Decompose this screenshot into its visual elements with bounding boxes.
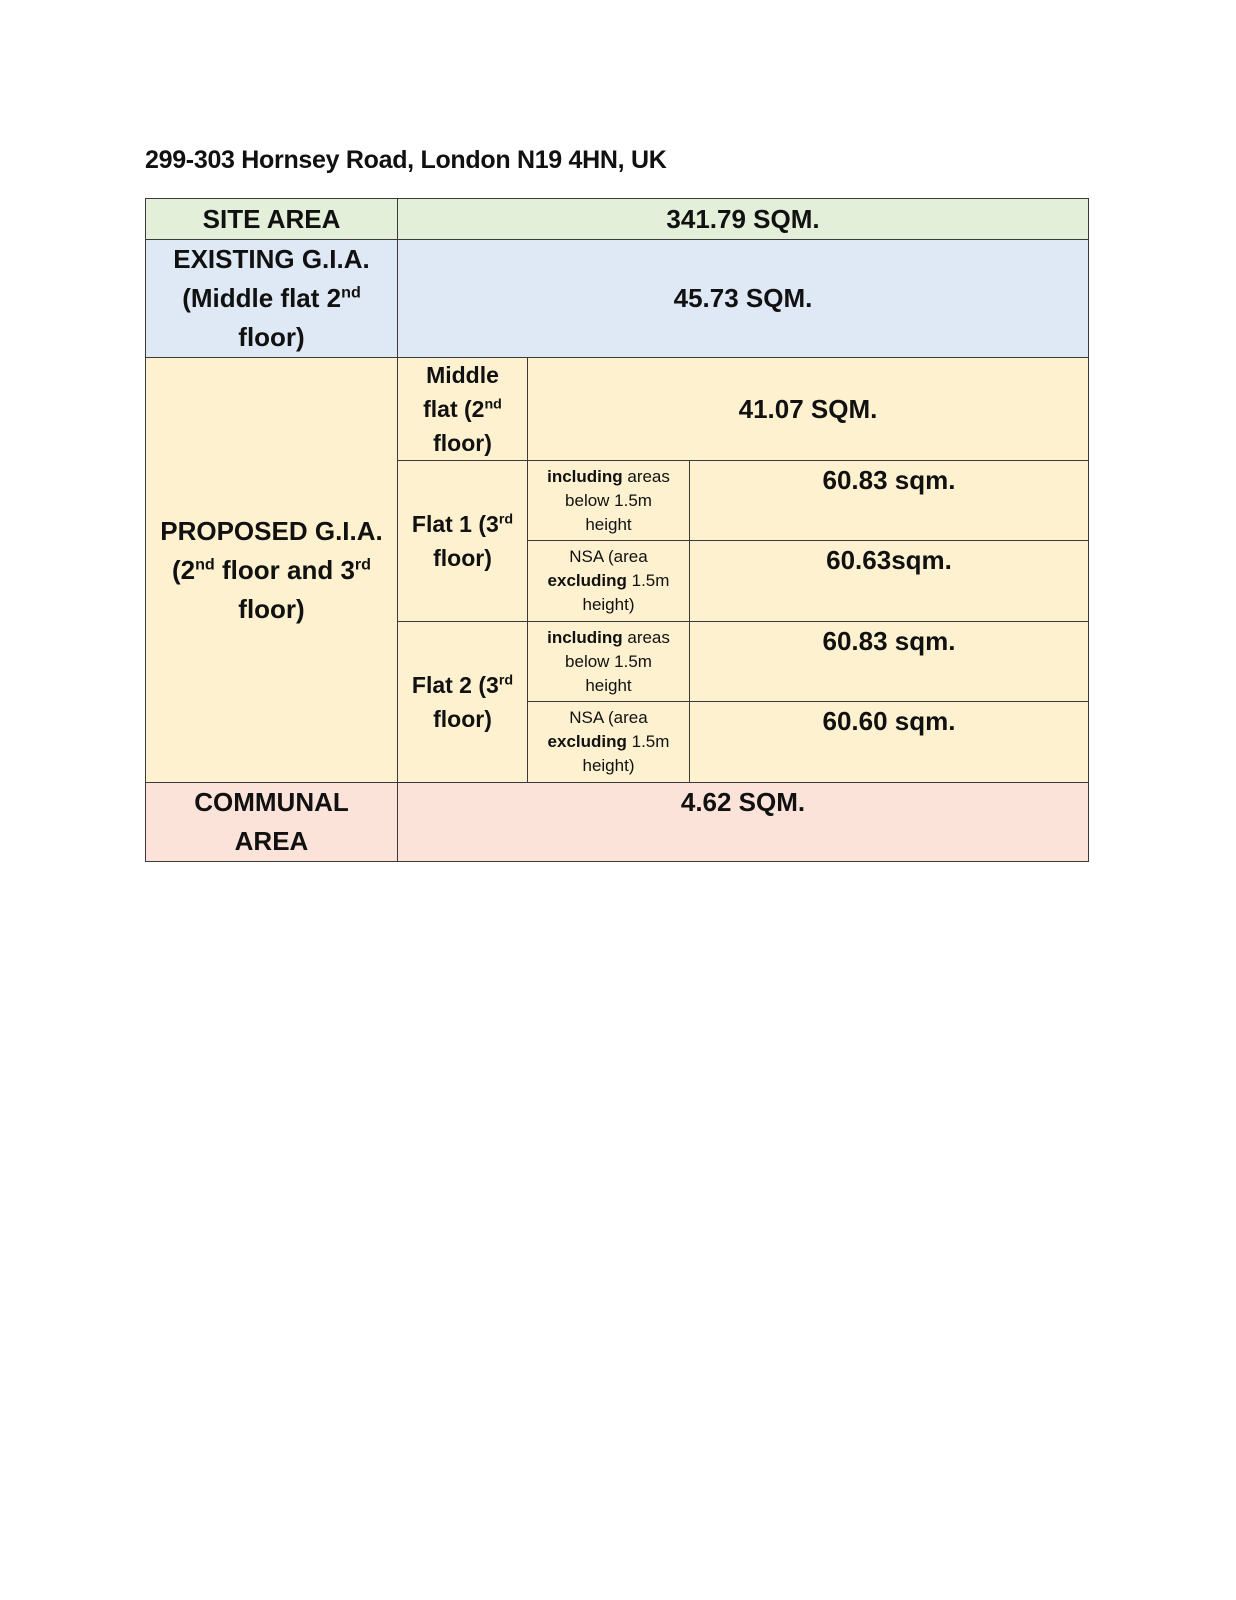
flat2-including-rest: areas xyxy=(622,627,670,647)
flat2-including-note xyxy=(528,622,690,702)
proposed-middle-flat-row xyxy=(146,358,1089,461)
flat1-including-bold: including xyxy=(547,466,623,486)
proposed-gia-label xyxy=(146,358,398,783)
existing-gia-label xyxy=(146,240,398,358)
site-area-row xyxy=(146,199,1089,240)
existing-gia-label-line2: (Middle flat 2 xyxy=(182,283,342,313)
flat1-including-value: 60.83 sqm. xyxy=(690,461,1089,541)
flat1-nsa-note xyxy=(528,541,690,622)
flat2-including-bold: including xyxy=(547,627,623,647)
flat1-label xyxy=(398,461,528,622)
middle-flat-label-line1: Middle xyxy=(426,362,499,388)
area-schedule-table xyxy=(145,198,1089,862)
middle-flat-label-sup: nd xyxy=(484,396,502,413)
flat1-including-rest: areas xyxy=(622,466,670,486)
proposed-gia-label-sup1: nd xyxy=(195,554,215,573)
existing-gia-row xyxy=(146,240,1089,358)
flat1-including-line2: below 1.5m xyxy=(565,490,652,510)
middle-flat-label-line2: flat (2 xyxy=(423,396,485,422)
flat2-label-line1: Flat 2 (3 xyxy=(411,672,499,698)
flat1-nsa-line1: NSA (area xyxy=(569,547,648,566)
communal-area-label xyxy=(146,783,398,862)
proposed-gia-label-line1: PROPOSED G.I.A. xyxy=(160,515,383,546)
flat2-including-value: 60.83 sqm. xyxy=(690,622,1089,702)
flat2-nsa-line1: NSA (area xyxy=(569,708,648,727)
flat2-including-line2: below 1.5m xyxy=(565,651,652,671)
flat1-including-line3: height xyxy=(585,514,632,534)
flat1-label-sup: rd xyxy=(498,511,514,528)
flat2-including-line3: height xyxy=(585,675,632,695)
middle-flat-value: 41.07 SQM. xyxy=(528,358,1089,461)
existing-gia-label-line1: EXISTING G.I.A. xyxy=(173,244,370,274)
flat1-nsa-line3: height) xyxy=(582,595,635,614)
proposed-gia-label-line3: floor) xyxy=(238,593,305,624)
proposed-gia-label-line2b: floor and 3 xyxy=(214,554,355,585)
proposed-gia-label-sup2: rd xyxy=(354,554,372,573)
site-area-label: SITE AREA xyxy=(146,199,398,240)
communal-area-row xyxy=(146,783,1089,862)
existing-gia-label-line3: floor) xyxy=(238,322,305,352)
flat2-nsa-value: 60.60 sqm. xyxy=(690,702,1089,783)
flat2-label-sup: rd xyxy=(498,672,514,689)
flat2-nsa-line3: height) xyxy=(582,756,635,775)
flat1-nsa-value: 60.63sqm. xyxy=(690,541,1089,622)
flat1-including-note xyxy=(528,461,690,541)
flat1-label-line1: Flat 1 (3 xyxy=(411,511,499,537)
flat2-label xyxy=(398,622,528,783)
middle-flat-label xyxy=(398,358,528,461)
middle-flat-label-line3: floor) xyxy=(433,430,492,456)
flat1-nsa-rest: 1.5m xyxy=(626,571,670,590)
communal-area-value: 4.62 SQM. xyxy=(398,783,1089,862)
flat2-nsa-rest: 1.5m xyxy=(626,732,670,751)
flat2-nsa-note xyxy=(528,702,690,783)
existing-gia-label-sup: nd xyxy=(341,283,361,302)
communal-area-label-line2: AREA xyxy=(234,826,309,856)
flat2-nsa-bold: excluding xyxy=(547,732,627,751)
flat1-label-line2: floor) xyxy=(433,545,492,571)
communal-area-label-line1: COMMUNAL xyxy=(194,787,349,817)
document-title: 299-303 Hornsey Road, London N19 4HN, UK xyxy=(145,146,667,174)
site-area-value: 341.79 SQM. xyxy=(398,199,1089,240)
flat2-label-line2: floor) xyxy=(433,706,492,732)
existing-gia-value: 45.73 SQM. xyxy=(398,240,1089,358)
proposed-gia-label-line2a: (2 xyxy=(171,554,196,585)
flat1-nsa-bold: excluding xyxy=(547,571,627,590)
